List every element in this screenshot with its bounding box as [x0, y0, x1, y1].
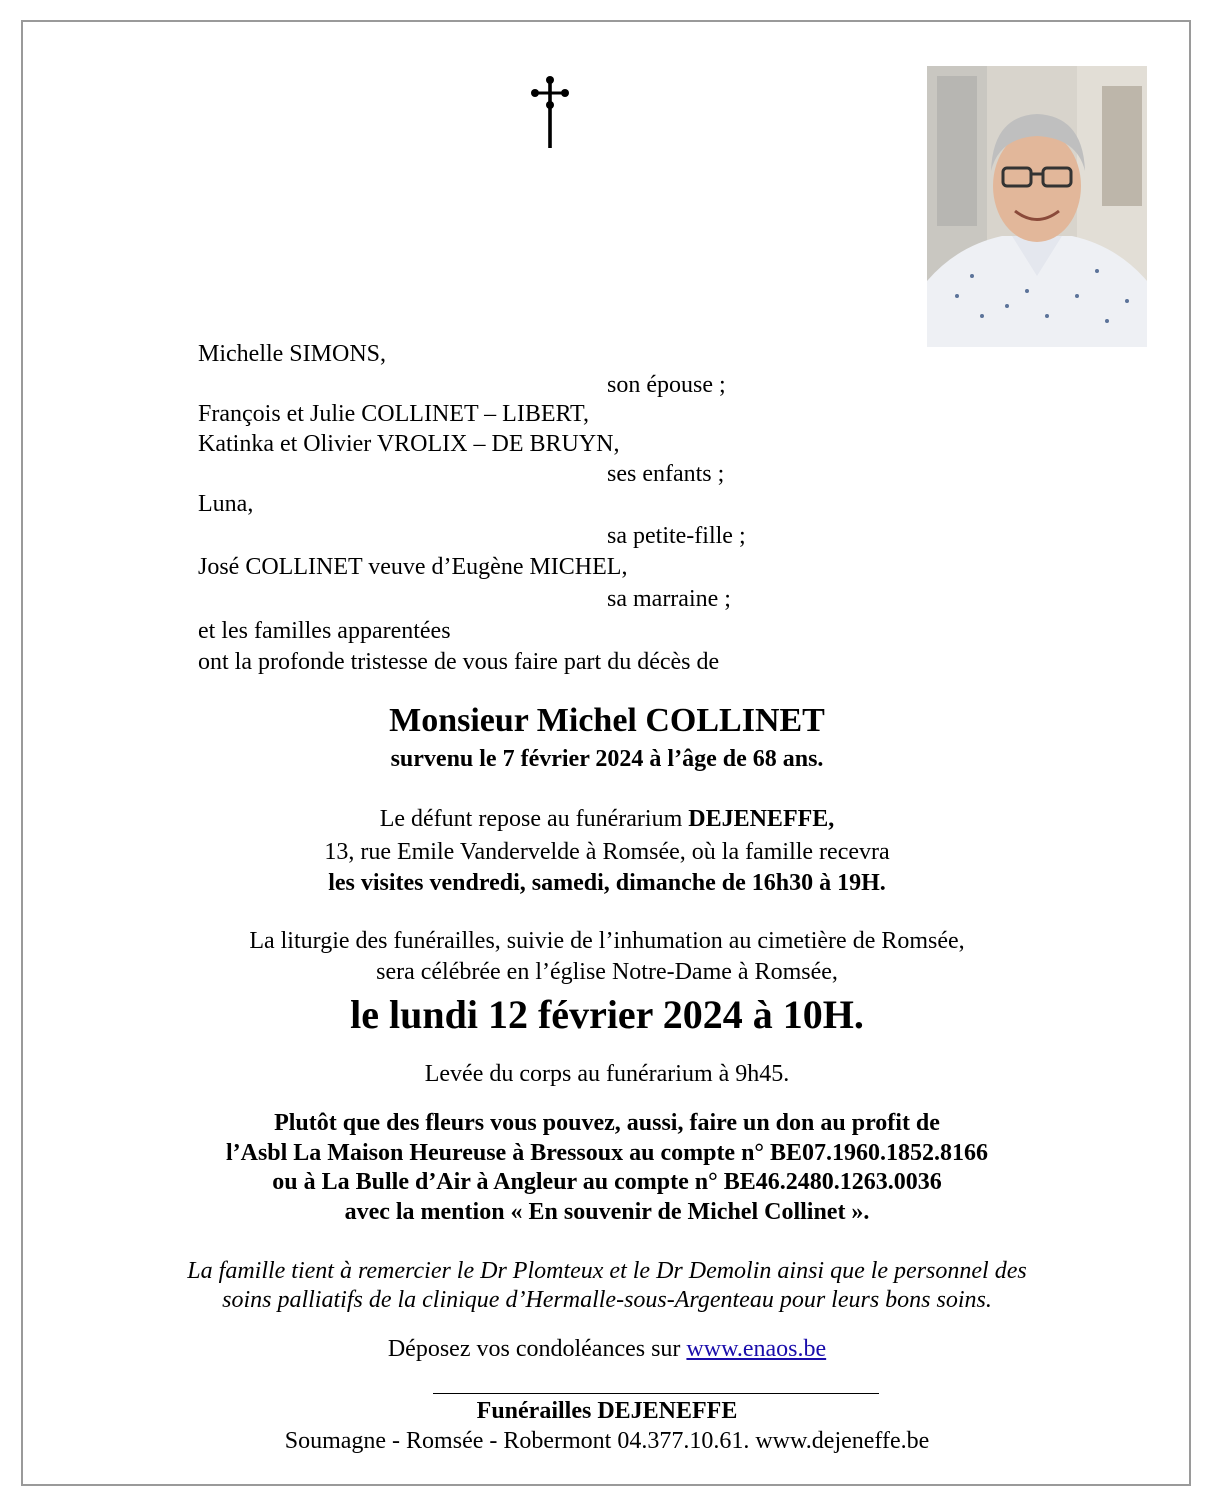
grandchild: Luna,: [198, 491, 254, 517]
child-1: François et Julie COLLINET – LIBERT,: [198, 401, 589, 427]
relatives: et les familles apparentées: [198, 618, 451, 644]
cross-icon: [530, 76, 570, 150]
donation-line-2: l’Asbl La Maison Heureuse à Bressoux au compte n° BE07.1960.1852.8166: [225, 1140, 989, 1166]
thanks-line-2: soins palliatifs de la clinique d’Hermalle-sous-Argenteau pour leurs bons soins.: [222, 1287, 992, 1313]
announcement: ont la profonde tristesse de vous faire part du décès de: [198, 649, 720, 675]
footer-company: Funérailles DEJENEFFE: [476, 1398, 738, 1424]
footer-contact: Soumagne - Romsée - Robermont 04.377.10.61. www.dejeneffe.be: [284, 1428, 930, 1454]
rest-line-2: 13, rue Emile Vandervelde à Romsée, où la famille recevra: [324, 839, 890, 865]
condolences: [0, 1334, 1214, 1364]
funeral-date: le lundi 12 février 2024 à 10H.: [350, 992, 864, 1037]
grandchild-role: sa petite-fille ;: [607, 523, 746, 549]
donation-line-3: ou à La Bulle d’Air à Angleur au compte n° BE46.2480.1263.0036: [272, 1169, 942, 1195]
children-role: ses enfants ;: [607, 461, 725, 487]
godmother: José COLLINET veuve d’Eugène MICHEL,: [198, 554, 628, 580]
visiting-hours: les visites vendredi, samedi, dimanche de 16h30 à 19H.: [328, 870, 886, 896]
child-2: Katinka et Olivier VROLIX – DE BRUYN,: [198, 431, 620, 457]
spouse-name: Michelle SIMONS,: [198, 341, 386, 367]
godmother-role: sa marraine ;: [607, 586, 731, 612]
levee-du-corps: Levée du corps au funérarium à 9h45.: [424, 1061, 790, 1087]
donation-line-4: avec la mention « En souvenir de Michel Collinet ».: [344, 1199, 870, 1225]
liturgy-line-2: sera célébrée en l’église Notre-Dame à Romsée,: [376, 959, 838, 985]
donation-line-1: Plutôt que des fleurs vous pouvez, aussi, faire un don au profit de: [274, 1110, 940, 1136]
condolences-text: Déposez vos condoléances sur: [387, 1336, 687, 1362]
rest-line-1-text: Le défunt repose au funérarium: [379, 806, 689, 832]
thanks-line-1: La famille tient à remercier le Dr Plomteux et le Dr Demolin ainsi que le personnel des: [187, 1258, 1027, 1284]
condolences-link[interactable]: www.enaos.be: [686, 1336, 827, 1362]
rest-line-1: [0, 804, 1214, 834]
liturgy-line-1: La liturgie des funérailles, suivie de l’inhumation au cimetière de Romsée,: [249, 928, 965, 954]
footer-divider: [433, 1393, 879, 1394]
funeral-home-name: DEJENEFFE,: [688, 806, 835, 832]
portrait-photo: [927, 66, 1147, 347]
deceased-name: Monsieur Michel COLLINET: [389, 702, 825, 739]
spouse-role: son épouse ;: [607, 372, 726, 398]
death-info: survenu le 7 février 2024 à l’âge de 68 ans.: [390, 746, 824, 772]
